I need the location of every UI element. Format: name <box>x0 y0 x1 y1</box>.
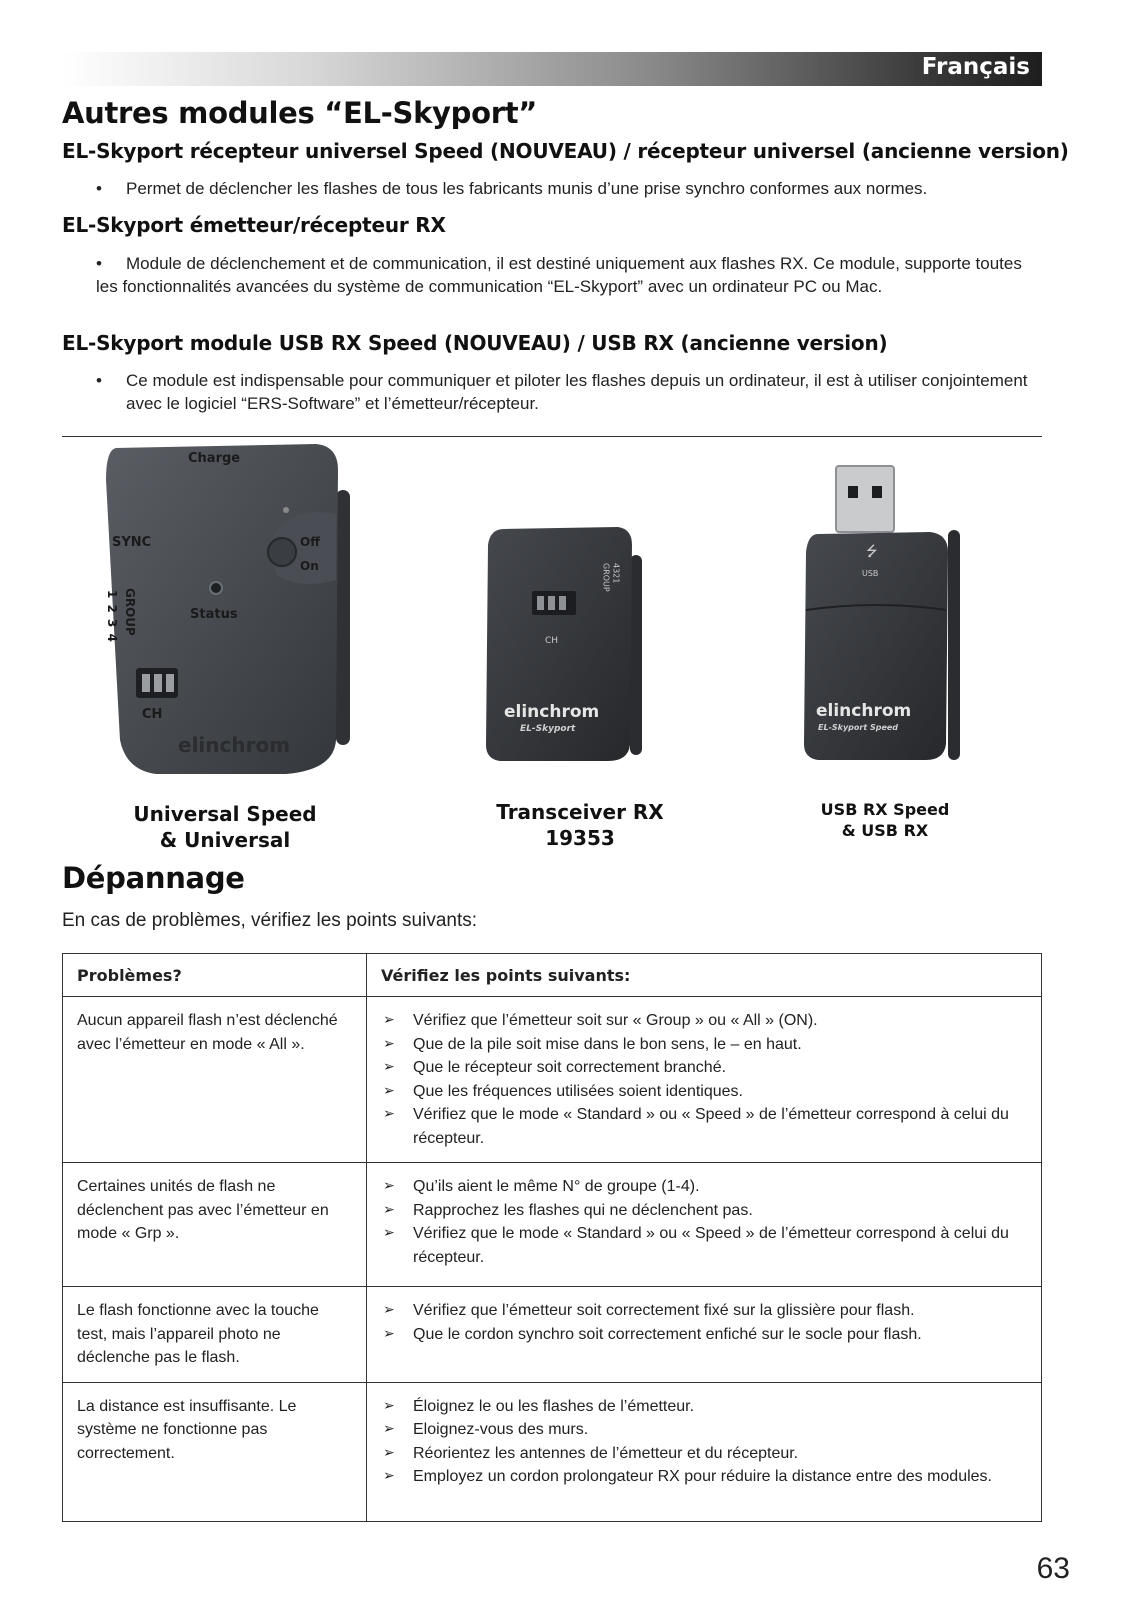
checks-cell <box>367 1287 1042 1383</box>
check-item: ➢ Vérifiez que le mode « Standard » ou « Speed » de l’émetteur correspond à celui du récepteur. <box>381 1222 1027 1269</box>
brand-logo: elinchrom <box>504 702 600 722</box>
check-item: ➢ Que les fréquences utilisées soient identiques. <box>381 1080 1027 1104</box>
status-led <box>210 582 222 594</box>
language-bar <box>62 52 1042 86</box>
check-item: ➢ Eloignez-vous des murs. <box>381 1418 1027 1442</box>
group-letters-label: GROUP <box>123 588 137 636</box>
section-title-troubleshooting: Dépannage <box>62 861 245 895</box>
usb-symbol-icon: ⭍ <box>866 544 878 560</box>
universal-speed-receiver-photo <box>86 440 366 790</box>
checks-cell <box>367 1163 1042 1287</box>
bullet-dot: • <box>96 371 102 390</box>
problem-cell: Le flash fonctionne avec la touche test, mais l’appareil photo ne déclenche pas le flash. <box>63 1287 367 1383</box>
usb-plug <box>836 466 894 532</box>
page-number: 63 <box>1036 1552 1070 1585</box>
problem-cell: Aucun appareil flash n’est déclenché avec l’émetteur en mode « All ». <box>63 997 367 1163</box>
caption-transceiver-rx: Transceiver RX 19353 <box>496 800 664 850</box>
problem-cell: La distance est insuffisante. Le système ne fonctionne pas correctement. <box>63 1382 367 1521</box>
sync-label: SYNC <box>112 535 152 550</box>
check-item: ➢ Éloignez le ou les flashes de l’émetteur. <box>381 1395 1027 1419</box>
troubleshooting-table <box>62 953 1042 1522</box>
column-header-checks: Vérifiez les points suivants: <box>367 954 1042 997</box>
bullet-dot: • <box>96 179 102 198</box>
check-item: ➢ Rapprochez les flashes qui ne déclenchent pas. <box>381 1199 1027 1223</box>
ch-label: CH <box>142 707 163 722</box>
group-label: GROUP <box>601 563 611 592</box>
model-label: EL-Skyport <box>520 724 576 734</box>
module-heading-universal: EL-Skyport récepteur universel Speed (NOUVEAU) / récepteur universel (ancienne version) <box>62 139 1069 163</box>
module-bullet-transceiver: • Module de déclenchement et de communication, il est destiné uniquement aux flashes RX. Ce module, supporte toutes les fonctionnalités avancées du système de communication “EL-Skyport” avec un ordinateur PC ou Mac. <box>96 254 1022 296</box>
section-divider <box>62 436 1042 437</box>
ch-label: CH <box>545 636 559 646</box>
caption-universal-speed: Universal Speed & Universal <box>133 802 317 852</box>
transceiver-rx-photo <box>480 525 660 785</box>
problem-cell: Certaines unités de flash ne déclenchent pas avec l’émetteur en mode « Grp ». <box>63 1163 367 1287</box>
module-bullet-usb: • Ce module est indispensable pour communiquer et piloter les flashes depuis un ordinateur, il est à utiliser conjointement avec le logiciel “ERS-Software” et l’émetteur/récepteur. <box>96 371 1028 413</box>
check-item: ➢ Que le cordon synchro soit correctement enfiché sur le socle pour flash. <box>381 1323 1027 1347</box>
model-label: EL-Skyport Speed <box>818 723 899 732</box>
brand-logo: elinchrom <box>816 701 912 721</box>
group-numbers-label: 1 2 3 4 <box>105 590 119 643</box>
section-title-modules: Autres modules “EL-Skyport” <box>62 96 538 130</box>
language-label: Français <box>921 54 1030 80</box>
check-item: ➢ Que de la pile soit mise dans le bon sens, le – en haut. <box>381 1033 1027 1057</box>
table-row <box>63 997 1042 1163</box>
check-item: ➢ Vérifiez que l’émetteur soit correctement fixé sur la glissière pour flash. <box>381 1299 1027 1323</box>
table-row <box>63 1163 1042 1287</box>
brand-logo: elinchrom <box>178 733 291 757</box>
checks-cell <box>367 997 1042 1163</box>
check-item: ➢ Vérifiez que le mode « Standard » ou « Speed » de l’émetteur correspond à celui du récepteur. <box>381 1103 1027 1150</box>
antenna <box>948 530 960 760</box>
table-row <box>63 1382 1042 1521</box>
antenna <box>336 490 350 745</box>
table-row <box>63 1287 1042 1383</box>
column-header-problems: Problèmes? <box>63 954 367 997</box>
table-header-row <box>63 954 1042 997</box>
power-button <box>268 538 296 566</box>
check-item: ➢ Employez un cordon prolongateur RX pour réduire la distance entre des modules. <box>381 1465 1027 1489</box>
troubleshooting-intro: En cas de problèmes, vérifiez les points suivants: <box>62 910 478 931</box>
check-item: ➢ Vérifiez que l’émetteur soit sur « Group » ou « All » (ON). <box>381 1009 1027 1033</box>
check-item: ➢ Réorientez les antennes de l’émetteur et du récepteur. <box>381 1442 1027 1466</box>
module-bullet-universal: • Permet de déclencher les flashes de tous les fabricants munis d’une prise synchro conformes aux normes. <box>96 179 928 198</box>
charge-label: Charge <box>188 451 241 466</box>
on-label: On <box>300 559 319 573</box>
module-heading-usb: EL-Skyport module USB RX Speed (NOUVEAU) / USB RX (ancienne version) <box>62 331 888 355</box>
check-item: ➢ Qu’ils aient le même N° de groupe (1-4). <box>381 1175 1027 1199</box>
caption-usb-rx-speed: USB RX Speed & USB RX <box>820 800 950 840</box>
bullet-dot: • <box>96 254 102 273</box>
status-label: Status <box>190 607 238 622</box>
check-item: ➢ Que le récepteur soit correctement branché. <box>381 1056 1027 1080</box>
group-numbers-label: 4321 <box>611 563 621 584</box>
module-heading-transceiver: EL-Skyport émetteur/récepteur RX <box>62 213 446 237</box>
antenna <box>630 555 642 755</box>
usb-label: USB <box>862 569 879 578</box>
checks-cell <box>367 1382 1042 1521</box>
off-label: Off <box>300 535 320 549</box>
usb-rx-speed-photo <box>800 460 980 780</box>
